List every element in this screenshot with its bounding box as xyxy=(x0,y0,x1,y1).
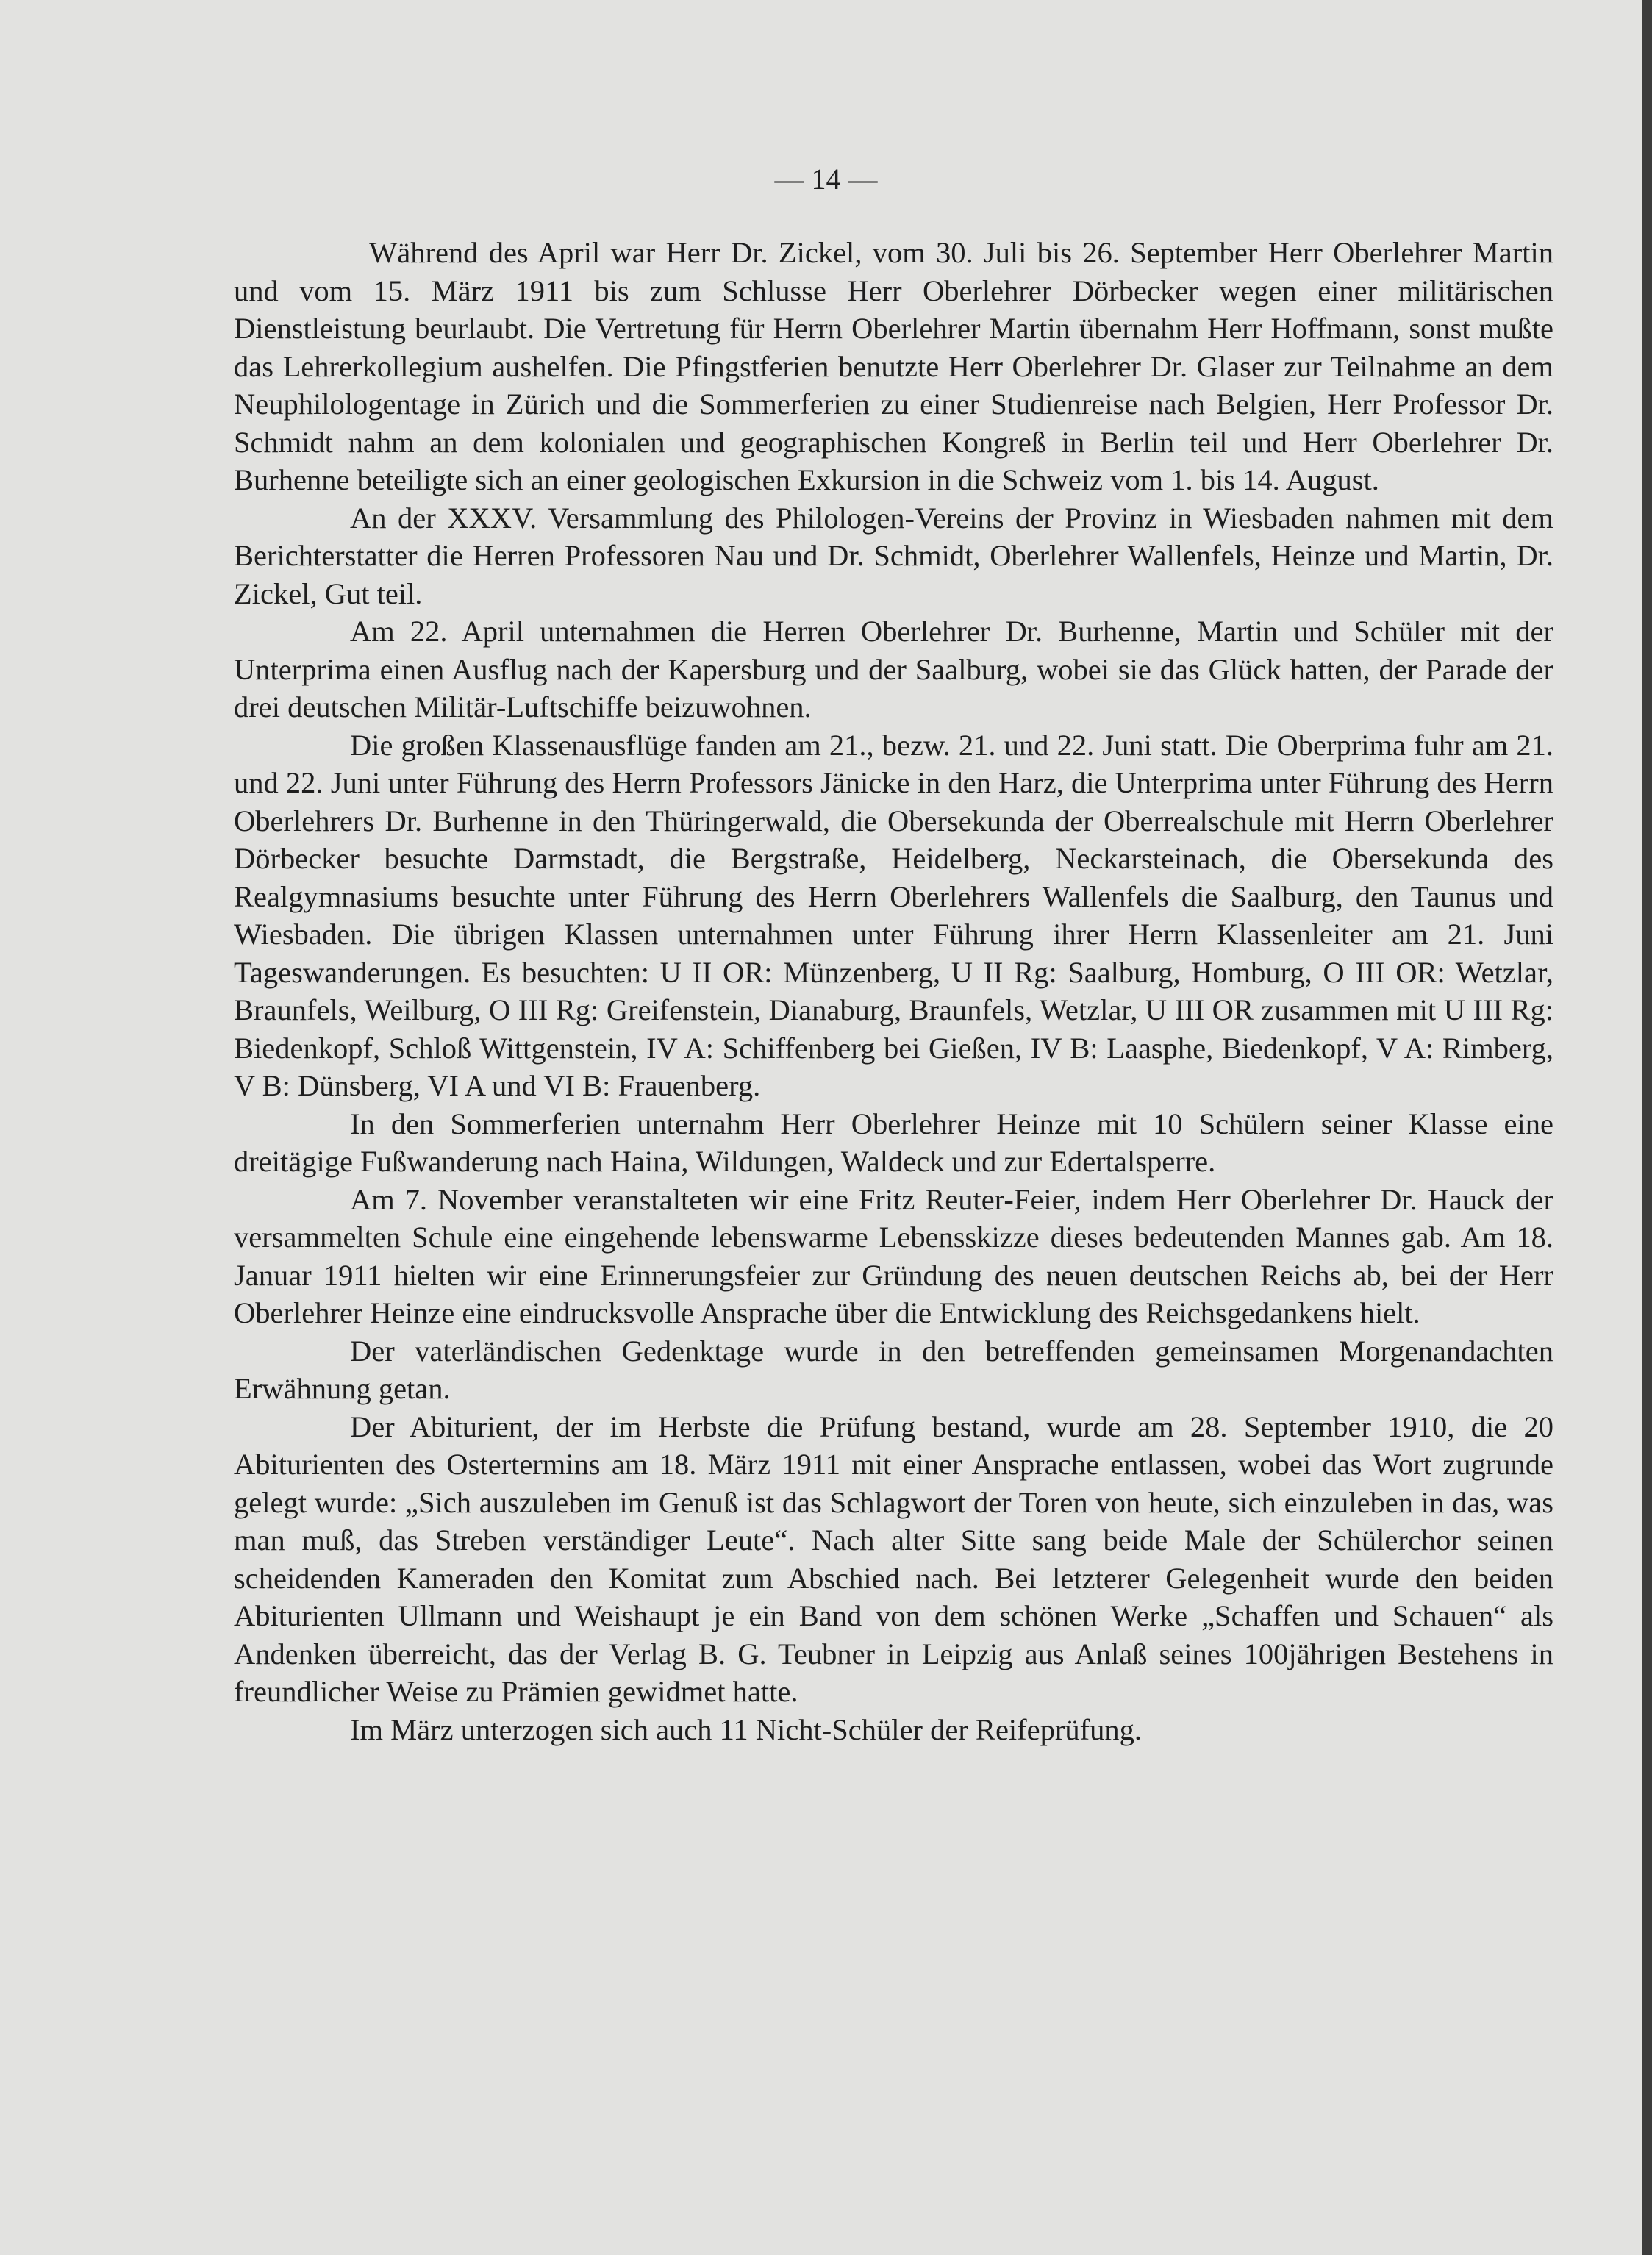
scan-edge xyxy=(1642,0,1652,2255)
paragraph-external-exams: Im März unterzogen sich auch 11 Nicht-Schüler der Reifeprüfung. xyxy=(350,1712,1142,1746)
paragraph-class-excursions: Die großen Klassenausflüge fanden am 21., bezw. 21. und 22. Juni statt. Die Oberprima fuhr am 21. und 22. Juni unter Führung des Herrn Professors Jänicke in den Harz, die Unterprima unter Führung des Herrn Oberlehrers Dr. Burhenne in den Thüringerwald, die Obersekunda der Oberrealschule mit Herrn Oberlehrer Dörbecker besuchte Darmstadt, die Bergstraße, Heidelberg, Neckarsteinach, die Obersekunda des Realgymnasiums besuchte unter Führung des Herrn Oberlehrers Wallenfels die Saalburg, den Taunus und Wiesbaden. Die übrigen Klassen unternahmen unter Führung ihrer Herrn Klassenleiter am 21. Juni Tageswanderungen. Es besuchten: U II OR: Münzenberg, U II Rg: Saalburg, Homburg, O III OR: Wetzlar, Braunfels, Weilburg, O III Rg: Greifenstein, Dianaburg, Braunfels, Wetzlar, U III OR zusammen mit U III Rg: Biedenkopf, Schloß Wittgenstein, IV A: Schiffenberg bei Gießen, IV B: Laasphe, Biedenkopf, V A: Rimberg, V B: Dünsberg, VI A und VI B: Frauenberg. xyxy=(234,728,1553,1102)
paragraph-celebrations: Am 7. November veranstalteten wir eine Fritz Reuter-Feier, indem Herr Oberlehrer Dr. Hauck der versammelten Schule eine eingehende lebenswarme Lebensskizze dieses bedeutenden Mannes gab. Am 18. Januar 1911 hielten wir eine Erinnerungsfeier zur Gründung des neuen deutschen Reichs ab, bei der Herr Oberlehrer Heinze eine eindrucksvolle Ansprache über die Entwicklung des Reichsgedankens hielt. xyxy=(234,1182,1553,1329)
paragraph-memorial-days: Der vaterländischen Gedenktage wurde in den betreffenden gemeinsamen Morgenandachten Erwähnung getan. xyxy=(234,1334,1553,1405)
paragraph-philologist-meeting: An der XXXV. Versammlung des Philologen-Vereins der Provinz in Wiesbaden nahmen mit dem Berichterstatter die Herren Professoren Nau und Dr. Schmidt, Oberlehrer Wallenfels, Heinze und Martin, Dr. Zickel, Gut teil. xyxy=(234,501,1553,610)
body-text xyxy=(234,234,1553,1748)
paragraph-leave-and-travel: Während des April war Herr Dr. Zickel, vom 30. Juli bis 26. September Herr Oberlehrer Martin und vom 15. März 1911 bis zum Schlusse Herr Oberlehrer Dörbecker wegen einer militärischen Dienstleistung beurlaubt. Die Vertretung für Herrn Oberlehrer Martin übernahm Herr Hoffmann, sonst mußte das Lehrerkollegium aushelfen. Die Pfingstferien benutzte Herr Oberlehrer Dr. Glaser zur Teilnahme an dem Neuphilologentage in Zürich und die Sommerferien zu einer Studienreise nach Belgien, Herr Professor Dr. Schmidt nahm an dem kolonialen und geographischen Kongreß in Berlin teil und Herr Oberlehrer Dr. Burhenne beteiligte sich an einer geologischen Exkursion in die Schweiz vom 1. bis 14. August. xyxy=(234,236,1553,496)
page-number: — 14 — xyxy=(774,162,878,196)
paragraph-graduates: Der Abiturient, der im Herbste die Prüfung bestand, wurde am 28. September 1910, die 20 Abiturienten des Ostertermins am 18. März 1911 mit einer Ansprache entlassen, wobei das Wort zugrunde gelegt wurde: „Sich auszuleben im Genuß ist das Schlagwort der Toren von heute, sich einzuleben in das, was man muß, das Streben verständiger Leute“. Nach alter Sitte sang beide Male der Schülerchor seinen scheidenden Kameraden den Komitat zum Abschied nach. Bei letzterer Gelegenheit wurde den beiden Abiturienten Ullmann und Weishaupt je ein Band von dem schönen Werke „Schaffen und Schauen“ als Andenken überreicht, das der Verlag B. G. Teubner in Leipzig aus Anlaß seines 100jährigen Bestehens in freundlicher Weise zu Prämien gewidmet hatte. xyxy=(234,1409,1553,1708)
paragraph-april-excursion: Am 22. April unternahmen die Herren Oberlehrer Dr. Burhenne, Martin und Schüler mit der Unterprima einen Ausflug nach der Kapersburg und der Saalburg, wobei sie das Glück hatten, der Parade der drei deutschen Militär-Luftschiffe beizuwohnen. xyxy=(234,615,1553,723)
paragraph-summer-hike: In den Sommerferien unternahm Herr Oberlehrer Heinze mit 10 Schülern seiner Klasse eine dreitägige Fußwanderung nach Haina, Wildungen, Waldeck und zur Edertalsperre. xyxy=(234,1107,1553,1178)
